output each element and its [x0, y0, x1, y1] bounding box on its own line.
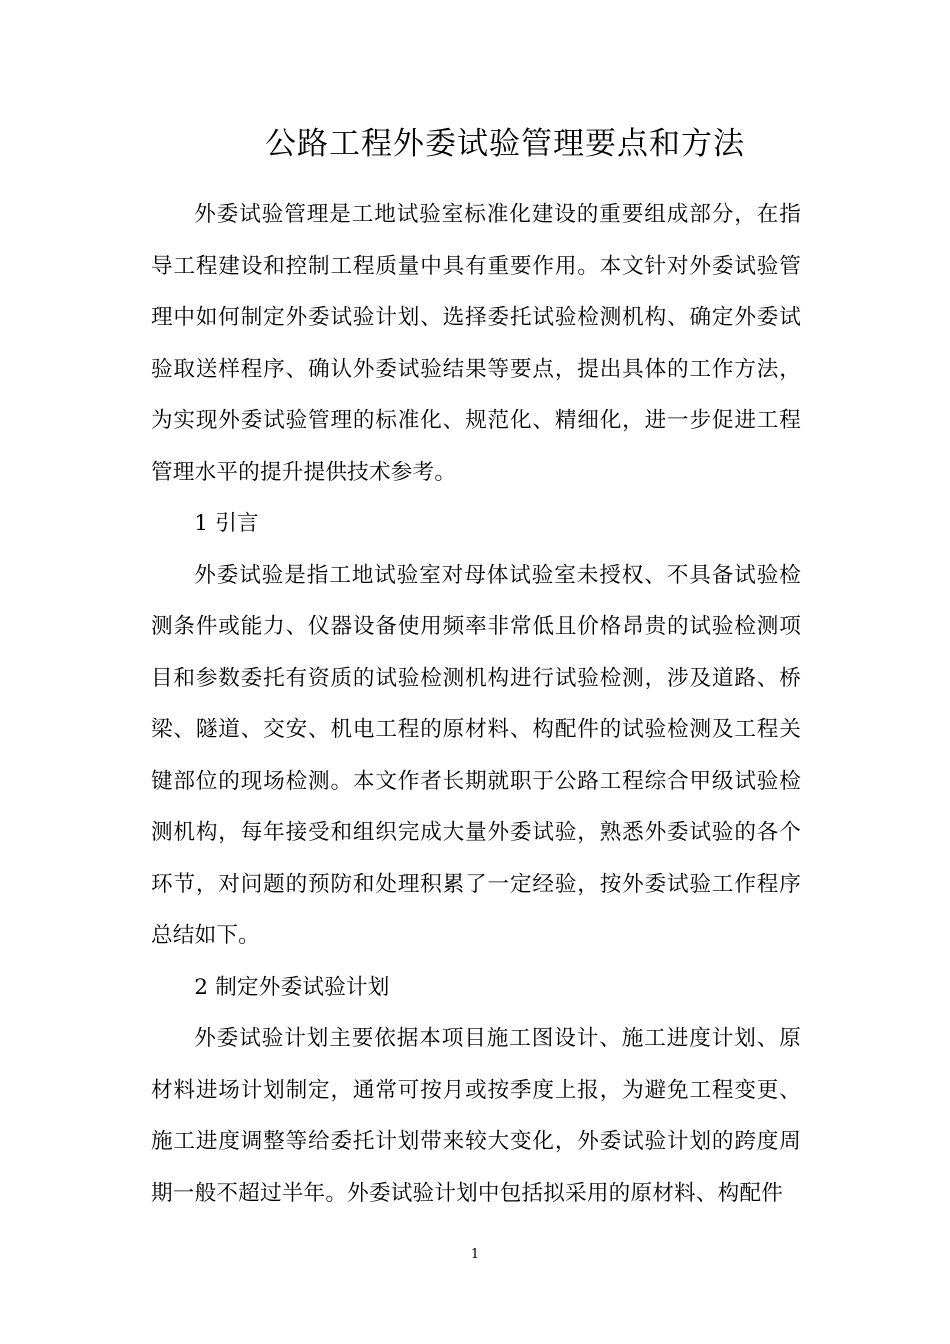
- page-number: 1: [470, 1247, 480, 1262]
- plan-paragraph: 外委试验计划主要依据本项目施工图设计、施工进度计划、原材料进场计划制定，通常可按月或按季度上报，为避免工程变更、施工进度调整等给委托计划带来较大变化，外委试验计划的跨度周期一般不超过半年。外委试验计划中包括拟采用的原材料、构配件: [151, 1026, 801, 1206]
- introduction-paragraph: 外委试验是指工地试验室对母体试验室未授权、不具备试验检测条件或能力、仪器设备使用频率非常低且价格昂贵的试验检测项目和参数委托有资质的试验检测机构进行试验检测，涉及道路、桥梁、隧道、交安、机电工程的原材料、构配件的试验检测及工程关键部位的现场检测。本文作者长期就职于公路工程综合甲级试验检测机构，每年接受和组织完成大量外委试验，熟悉外委试验的各个环节，对问题的预防和处理积累了一定经验，按外委试验工作程序总结如下。: [151, 562, 801, 948]
- document-body: [151, 189, 801, 1219]
- section-number: 2: [194, 974, 209, 1000]
- section-title: 制定外委试验计划: [215, 974, 390, 1000]
- section-number: 1: [194, 511, 209, 536]
- document-title: 公路工程外委试验管理要点和方法: [265, 126, 745, 162]
- section-heading-introduction: [151, 498, 801, 550]
- section-heading-plan: [151, 962, 801, 1014]
- abstract-paragraph: 外委试验管理是工地试验室标准化建设的重要组成部分，在指导工程建设和控制工程质量中具有重要作用。本文针对外委试验管理中如何制定外委试验计划、选择委托试验检测机构、确定外委试验取送样程序、确认外委试验结果等要点，提出具体的工作方法，为实现外委试验管理的标准化、规范化、精细化，进一步促进工程管理水平的提升提供技术参考。: [151, 202, 801, 485]
- section-title: 引言: [215, 511, 259, 536]
